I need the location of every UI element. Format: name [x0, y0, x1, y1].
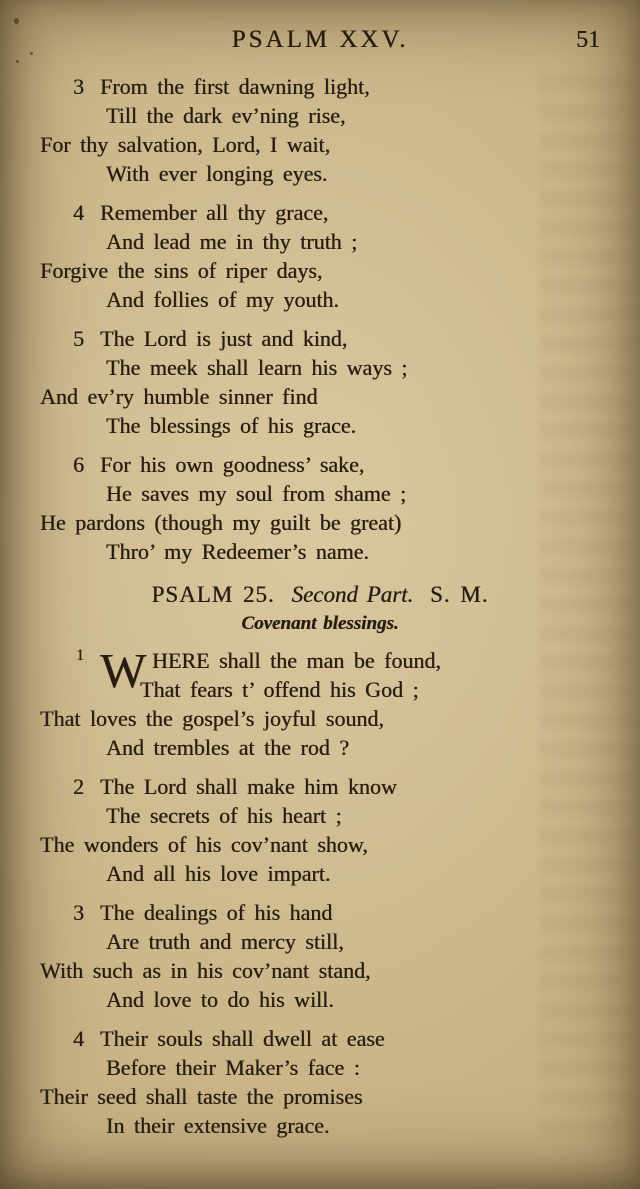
verse-line: Before their Maker’s face :: [106, 1055, 360, 1080]
verse-line: Are truth and mercy still,: [106, 929, 344, 954]
section-part-label: Second Part.: [291, 582, 414, 607]
verse-number: 4: [73, 200, 84, 225]
verse-line-text: Their souls shall dwell at ease: [100, 1026, 385, 1051]
verse-number: 3: [73, 900, 84, 925]
section-subtitle: Covenant blessings.: [241, 613, 399, 634]
verse-line-text: The dealings of his hand: [100, 900, 333, 925]
verse-number: 5: [73, 326, 84, 351]
verse-line: The wonders of his cov’nant show,: [40, 832, 368, 857]
stanza: [40, 772, 600, 888]
verse-line: [40, 450, 600, 479]
stanza: [40, 198, 600, 314]
verse-line: The blessings of his grace.: [106, 413, 356, 438]
verse-line-text: Remember all thy grace,: [100, 200, 329, 225]
verse-line: That loves the gospel’s joyful sound,: [40, 706, 384, 731]
verse-line: [40, 324, 600, 353]
verse-line: Till the dark ev’ning rise,: [106, 103, 346, 128]
verse-line: [40, 1024, 600, 1053]
verse-line: That fears t’ offend his God ;: [140, 677, 419, 702]
verse-line: [40, 772, 600, 801]
drop-cap: W: [100, 643, 147, 698]
verse-line: And love to do his will.: [106, 987, 334, 1012]
verse-line: He saves my soul from shame ;: [106, 481, 407, 506]
verse-line-text: The Lord is just and kind,: [100, 326, 348, 351]
verse-line: Forgive the sins of riper days,: [40, 258, 323, 283]
section-meter-label: S. M.: [430, 582, 489, 607]
stanza: [40, 643, 600, 762]
verse-line: Thro’ my Redeemer’s name.: [106, 539, 369, 564]
verse-line-text: For his own goodness’ sake,: [100, 452, 365, 477]
verse-number: 3: [73, 74, 84, 99]
verse-line-text: The Lord shall make him know: [100, 774, 397, 799]
stanza: [40, 324, 600, 440]
verse-line: For thy salvation, Lord, I wait,: [40, 132, 331, 157]
verse-number: 4: [73, 1026, 84, 1051]
verse-line: And trembles at the rod ?: [106, 735, 349, 760]
verse-line: Their seed shall taste the promises: [40, 1084, 363, 1109]
section-heading: [40, 580, 600, 610]
verse-line: With ever longing eyes.: [106, 161, 328, 186]
stanza: [40, 898, 600, 1014]
page-number: 51: [576, 27, 600, 53]
stanza: [40, 450, 600, 566]
stanza: [40, 1024, 600, 1140]
verse-line: [40, 72, 600, 101]
page-header: [40, 26, 600, 54]
verse-line: [40, 198, 600, 227]
section-psalm-label: PSALM 25.: [151, 582, 275, 607]
verse-line: [40, 898, 600, 927]
verse-number: 6: [73, 452, 84, 477]
verse-line-text: From the first dawning light,: [100, 74, 370, 99]
verse-line: And ev’ry humble sinner find: [40, 384, 318, 409]
verse-line: HERE shall the man be found,: [152, 648, 441, 673]
verse-line: And all his love impart.: [106, 861, 331, 886]
verse-line: In their extensive grace.: [106, 1113, 330, 1138]
verse-number: 2: [73, 774, 84, 799]
page-title: PSALM XXV.: [231, 26, 409, 53]
verse-line: The meek shall learn his ways ;: [106, 355, 408, 380]
verse-line: With such as in his cov’nant stand,: [40, 958, 371, 983]
verse-line: He pardons (though my guilt be great): [40, 510, 402, 535]
verse-line: And follies of my youth.: [106, 287, 339, 312]
verse-line: The secrets of his heart ;: [106, 803, 342, 828]
verse-number: 1: [76, 647, 84, 664]
stanza: [40, 72, 600, 188]
verse-line: And lead me in thy truth ;: [106, 229, 358, 254]
